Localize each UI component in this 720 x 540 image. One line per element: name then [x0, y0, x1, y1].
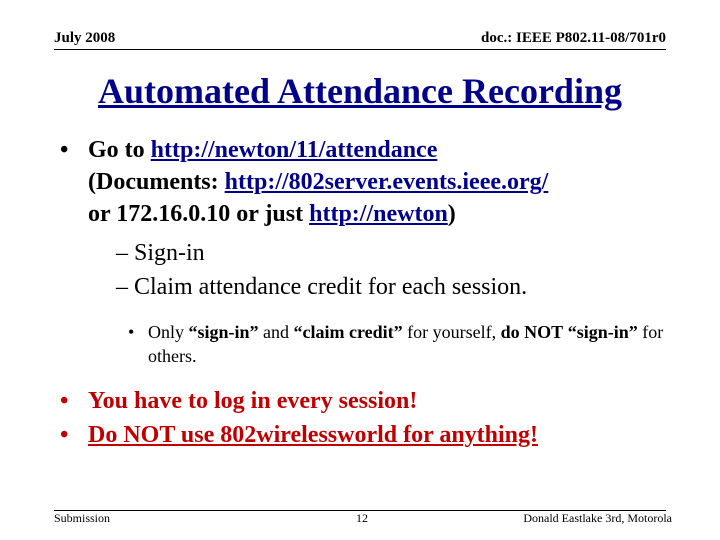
bullet-go-to	[60, 134, 680, 230]
warning-bullet-dot: •	[60, 422, 69, 448]
footer-page-number: 12	[356, 511, 368, 525]
header-date: July 2008	[54, 30, 116, 46]
note-text-3: for yourself,	[407, 322, 497, 342]
note-text-4: for others.	[148, 322, 664, 366]
warning-802wirelessworld	[60, 418, 680, 452]
newton-link[interactable]: http://newton	[309, 201, 448, 227]
or-ip-text: or 172.16.0.10 or just	[88, 201, 304, 227]
sub-item-sign-in: – Sign-in	[116, 240, 205, 266]
footer-author: Donald Eastlake 3rd, Motorola	[523, 511, 672, 525]
attendance-link[interactable]: http://newton/11/attendance	[150, 137, 438, 163]
sub-item-claim-credit: – Claim attendance credit for each session.	[116, 274, 528, 300]
slide-title: Automated Attendance Recording	[98, 71, 622, 111]
note-quote-claim-credit: “claim credit”	[293, 322, 403, 342]
sub-list	[60, 236, 680, 304]
documents-text: (Documents:	[88, 169, 219, 195]
close-paren: )	[447, 201, 456, 227]
note-item	[60, 320, 680, 368]
warning-bullet-dot: •	[60, 388, 69, 414]
note-text-do-not: do NOT	[500, 322, 564, 342]
note-text-2: and	[263, 322, 290, 342]
go-to-text: Go to	[88, 137, 145, 163]
note-quote-sign-in-2: “sign-in”	[567, 322, 638, 342]
warning-802wirelessworld-text: Do NOT use 802wirelessworld for anything!	[88, 422, 539, 448]
note-quote-sign-in: “sign-in”	[188, 322, 259, 342]
header-doc-id: doc.: IEEE P802.11-08/701r0	[480, 30, 666, 46]
header-rule	[54, 49, 666, 50]
note-text-1: Only	[148, 322, 184, 342]
warning-login-text: You have to log in every session!	[88, 388, 418, 414]
warning-login	[60, 384, 680, 418]
server-link[interactable]: http://802server.events.ieee.org/	[224, 169, 549, 195]
note-bullet-dot: •	[128, 322, 135, 342]
bullet-dot: •	[60, 137, 69, 163]
warnings	[60, 384, 680, 452]
footer-submission: Submission	[54, 511, 111, 525]
